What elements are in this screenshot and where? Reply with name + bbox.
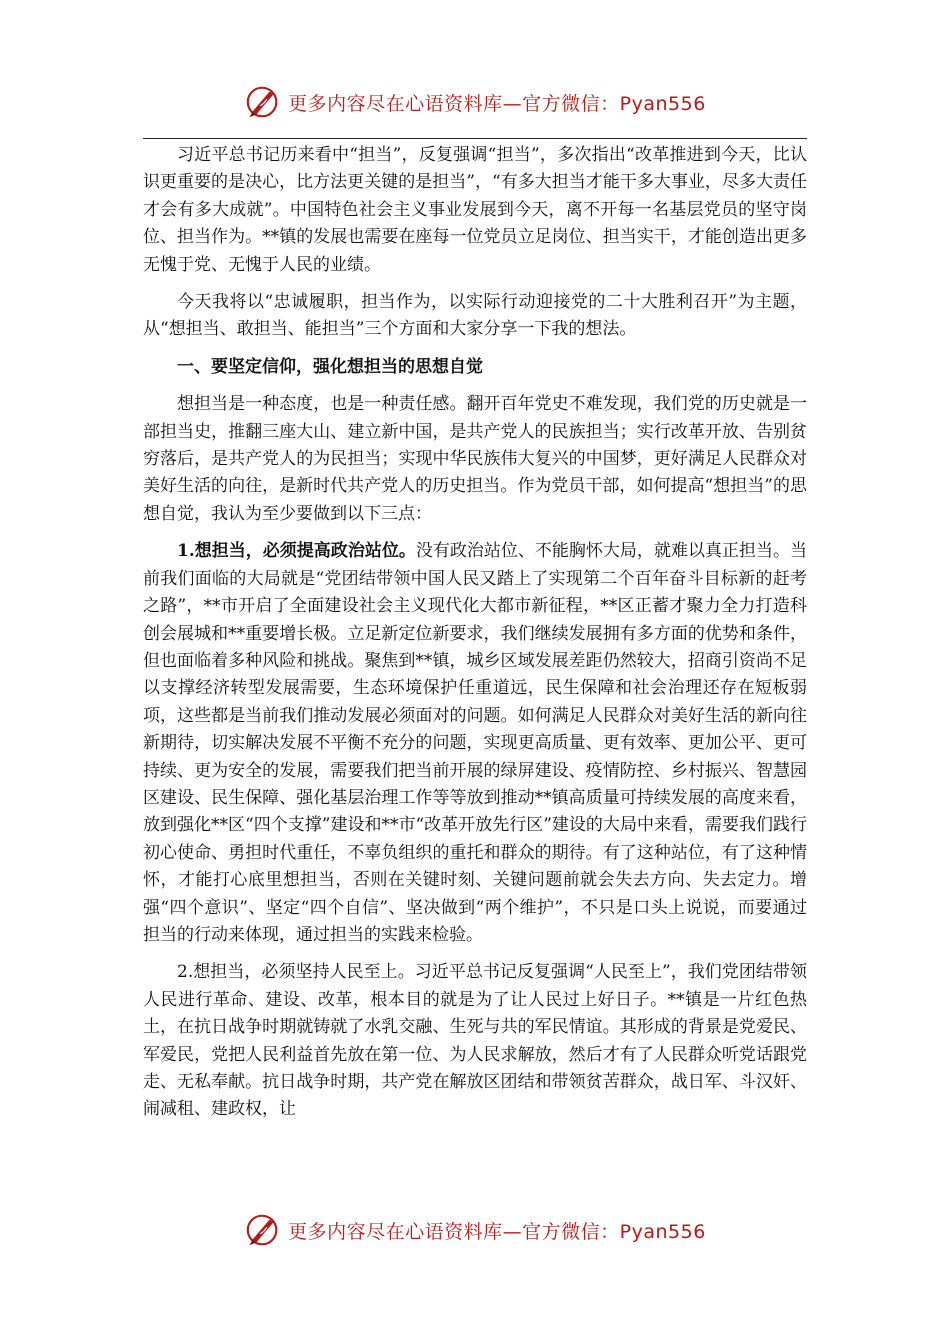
paragraph-theme: 今天我将以“忠诚履职，担当作为，以实际行动迎接党的二十大胜利召开”为主题，从“想担当、敢担当、能担当”三个方面和大家分享一下我的想法。 bbox=[143, 292, 807, 340]
header-banner bbox=[0, 80, 950, 124]
point-1-lead: 1.想担当，必须提高政治站位。 bbox=[177, 541, 416, 562]
paragraph-section-1-intro: 想担当是一种态度，也是一种责任感。翻开百年党史不难发现，我们党的历史就是一部担当史，推翻三座大山、建立新中国，是共产党人的民族担当；实行改革开放、告别贫穷落后，是共产党人的为民担当；实现中华民族伟大复兴的中国梦，更好满足人民群众对美好生活的向往，是新时代共产党人的历史担当。作为党员干部，如何提高“想担当”的思想自觉，我认为至少要做到以下三点： bbox=[143, 394, 807, 524]
paragraph-intro: 习近平总书记历来看中“担当”，反复强调“担当”，多次指出“改革推进到今天，比认识更重要的是决心，比方法更关键的是担当”，“有多大担当才能干多大事业，尽多大责任才会有多大成就”。中国特色社会主义事业发展到今天，离不开每一名基层党员的坚守岗位、担当作为。**镇的发展也需要在座每一位党员立足岗位、担当实干，才能创造出更多无愧于党、无愧于人民的业绩。 bbox=[143, 145, 807, 275]
paragraph-point-2: 2.想担当，必须坚持人民至上。习近平总书记反复强调“人民至上”，我们党团结带领人民进行革命、建设、改革，根本目的就是为了让人民过上好日子。**镇是一片红色热土，在抗日战争时期就铸就了水乳交融、生死与共的军民情谊。其形成的背景是党爱民、军爱民，党把人民利益首先放在第一位、为人民求解放，然后才有了人民群众听党话跟党走、无私奉献。抗日战争时期，共产党在解放区团结和带领贫苦群众，战日军、斗汉奸、闹减租、建政权，让 bbox=[143, 962, 807, 1120]
point-1-body: 没有政治站位、不能胸怀大局，就难以真正担当。当前我们面临的大局就是“党团结带领中国人民又踏上了实现第二个百年奋斗目标新的赶考之路”，**市开启了全面建设社会主义现代化大都市新征程，**区正蓄才聚力全力打造科创会展城和**重要增长极。立足新定位新要求，我们继续发展拥有多方面的优势和条件，但也面临着多种风险和挑战。聚焦到**镇，城乡区域发展差距仍然较大，招商引资尚不足以支撑经济转型发展需要，生态环境保护任重道远，民生保障和社会治理还存在短板弱项，这些都是当前我们推动发展必须面对的问题。如何满足人民群众对美好生活的新向往新期待，切实解决发展不平衡不充分的问题，实现更高质量、更有效率、更加公平、更可持续、更为安全的发展，需要我们把当前开展的绿屏建设、疫情防控、乡村振兴、智慧园区建设、民生保障、强化基层治理工作等等放到推动**镇高质量可持续发展的高度来看，放到强化**区“四个支撑”建设和**市“改革开放先行区”建设的大局中来看，需要我们践行初心使命、勇担时代重任，不辜负组织的重托和群众的期待。有了这种站位，有了这种情怀，才能打心底里想担当，否则在关键时刻、关键问题前就会失去方向、失去定力。增强“四个意识”、坚定“四个自信”、坚决做到“两个维护”，不只是口头上说说，而要通过担当的行动来体现，通过担当的实践来检验。 bbox=[143, 541, 807, 945]
header-banner-text: 更多内容尽在心语资料库—官方微信：Pyan556 bbox=[288, 92, 706, 115]
header-divider bbox=[143, 138, 807, 139]
paragraph-point-1 bbox=[143, 538, 807, 949]
footer-banner-text: 更多内容尽在心语资料库—官方微信：Pyan556 bbox=[288, 1220, 706, 1243]
pen-logo-icon bbox=[244, 1211, 282, 1249]
document-body bbox=[143, 142, 807, 1124]
pen-logo-icon bbox=[244, 83, 282, 121]
footer-banner bbox=[0, 1208, 950, 1252]
section-heading-1: 一、要坚定信仰，强化想担当的思想自觉 bbox=[177, 356, 483, 377]
